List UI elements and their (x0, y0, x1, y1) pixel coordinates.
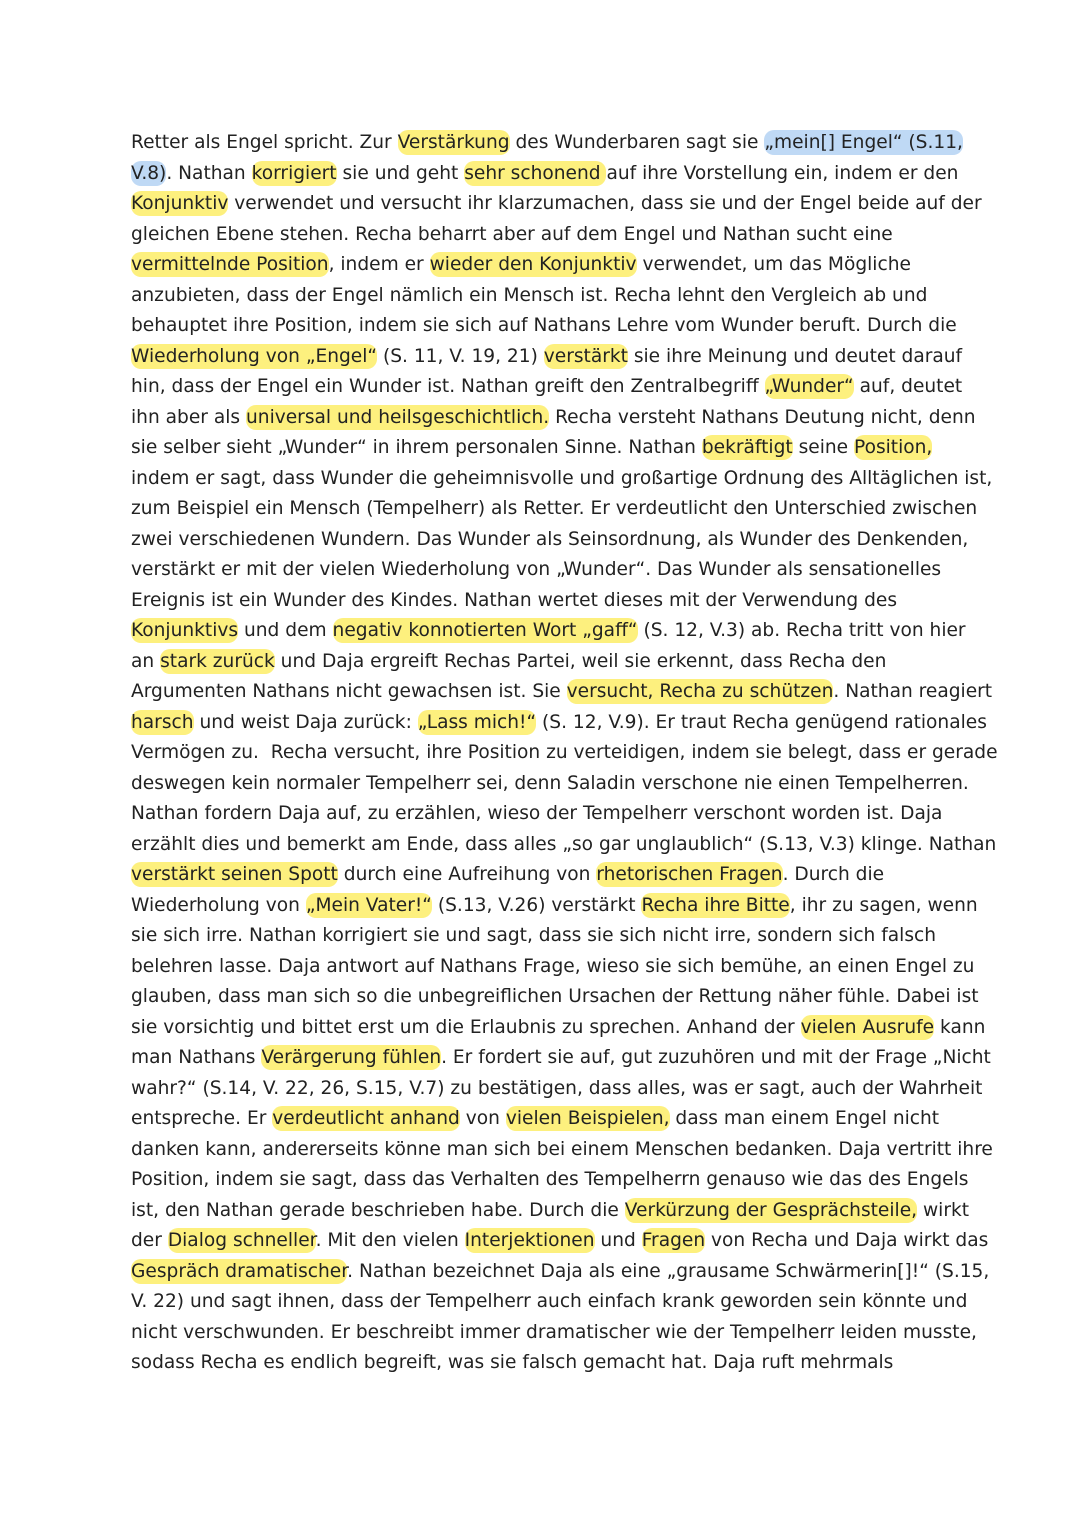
highlighted-phrase: sehr schonend (464, 162, 607, 184)
highlighted-phrase: Fragen (641, 1230, 706, 1251)
text-line (131, 1104, 971, 1135)
text-line (131, 281, 971, 312)
text-line (131, 586, 971, 617)
highlighted-phrase: stark zurück (160, 650, 275, 672)
text-segment: sie selber sieht „Wunder“ in ihrem personalen Sinne. Nathan (131, 437, 702, 458)
highlighted-phrase: Dialog schneller (167, 1230, 316, 1251)
highlighted-phrase: versucht, Recha zu schützen (566, 681, 834, 702)
text-segment: , indem er (328, 254, 430, 275)
text-line (131, 403, 976, 434)
highlighted-phrase: bekräftigt (701, 437, 793, 458)
text-segment: der (131, 1230, 168, 1251)
text-line (131, 1348, 971, 1379)
text-segment: erzählt dies und bemerkt am Ende, dass alles „so gar unglaublich“ (S.13, V.3) klinge. Nathan (131, 833, 997, 855)
text-line (131, 555, 971, 586)
highlighted-phrase: Gespräch dramatischer (131, 1260, 348, 1282)
text-segment: verwendet, um das Mögliche (636, 254, 911, 275)
text-line (131, 1318, 977, 1349)
highlighted-phrase: verstärkt seinen Spott (131, 864, 338, 885)
text-segment: danken kann, andererseits könne man sich bei einem Menschen bedanken. Daja vertritt ihre (131, 1138, 993, 1160)
essay-text (131, 128, 998, 1379)
text-segment: und weist Daja zurück: (193, 711, 418, 733)
highlighted-phrase: „Wunder“ (764, 376, 854, 397)
text-line (131, 1135, 993, 1166)
text-line (131, 708, 987, 739)
text-segment: und Daja ergreift Rechas Partei, weil sie erkennt, dass Recha den (274, 650, 887, 672)
text-segment: . Durch die (782, 864, 885, 885)
text-line (131, 159, 971, 190)
text-segment: von (459, 1108, 506, 1129)
text-segment: des Wunderbaren sagt sie (509, 132, 765, 153)
text-line (131, 1074, 983, 1105)
text-line (131, 494, 978, 525)
text-segment: belehren lasse. Daja antwort auf Nathans Frage, wieso sie sich bemühe, an einen Engel zu (131, 955, 975, 977)
text-line (131, 769, 971, 800)
text-segment: behauptet ihre Position, indem sie sich auf Nathans Lehre vom Wunder beruft. Durch die (131, 315, 957, 336)
highlighted-phrase: korrigiert (251, 162, 337, 184)
text-segment: Ereignis ist ein Wunder des Kindes. Nathan wertet dieses mit der Verwendung des (131, 589, 898, 611)
text-line (131, 1043, 991, 1074)
highlighted-phrase: Wiederholung von „Engel“ (131, 345, 378, 367)
text-segment: sie ihre Meinung und deutet darauf (627, 345, 963, 367)
text-segment: . Nathan (166, 162, 252, 184)
text-line (131, 1257, 990, 1288)
text-line (131, 1165, 971, 1196)
text-segment: durch eine Aufreihung von (337, 864, 597, 885)
text-segment: Retter als Engel spricht. Zur (131, 132, 398, 153)
text-line (131, 1013, 986, 1044)
highlighted-phrase: harsch (131, 711, 194, 733)
highlighted-phrase: Verärgerung fühlen (261, 1047, 442, 1068)
text-segment: (S. 12, V.9). Er traut Recha genügend rationales (536, 711, 987, 733)
text-line (131, 860, 971, 891)
text-segment: deswegen kein normaler Tempelherr sei, denn Saladin verschone nie einen Tempelherren. (131, 772, 969, 794)
text-line (131, 891, 978, 922)
text-segment: ihn aber als (131, 406, 246, 428)
highlighted-phrase: Verkürzung der Gesprächsteile, (624, 1199, 918, 1221)
highlighted-phrase: vermittelnde Position (131, 254, 329, 275)
highlighted-phrase: Position, (854, 437, 933, 458)
text-segment: zwei verschiedenen Wundern. Das Wunder als Seinsordnung, als Wunder des Denkenden, (131, 528, 969, 550)
text-segment: nicht verschwunden. Er beschreibt immer dramatischer wie der Tempelherr leiden musste, (131, 1321, 977, 1343)
text-line (131, 1226, 989, 1257)
text-segment: Nathan fordern Daja auf, zu erzählen, wieso der Tempelherr verschont worden ist. Daja (131, 803, 943, 824)
text-line (131, 311, 971, 342)
text-line (131, 1287, 971, 1318)
text-segment: anzubieten, dass der Engel nämlich ein Mensch ist. Recha lehnt den Vergleich ab und (131, 284, 928, 306)
highlighted-phrase: Recha ihre Bitte (641, 894, 790, 916)
text-segment: glauben, dass man sich so die unbegreiflichen Ursachen der Rettung näher fühle. Dabei ist (131, 986, 979, 1007)
text-segment: auf, deutet (853, 376, 963, 397)
text-line (131, 952, 975, 983)
text-segment: , ihr zu sagen, wenn (789, 894, 978, 916)
highlighted-phrase: „Mein Vater!“ (305, 894, 432, 916)
text-segment: zum Beispiel ein Mensch (Tempelherr) als Retter. Er verdeutlicht den Unterschied zwischen (131, 498, 978, 519)
text-segment: Wiederholung von (131, 894, 306, 916)
text-line (131, 464, 993, 495)
text-segment: . Nathan bezeichnet Daja als eine „grausame Schwärmerin[]!“ (S.15, (347, 1260, 990, 1282)
text-segment: und dem (238, 620, 333, 641)
text-segment: ist, den Nathan gerade beschrieben habe. Durch die (131, 1199, 625, 1221)
text-segment: sie und geht (336, 162, 465, 184)
text-line (131, 342, 971, 373)
highlighted-phrase: universal und heilsgeschichtlich. (246, 406, 550, 428)
text-segment: wirkt (917, 1199, 970, 1221)
highlighted-phrase: verstärkt (543, 345, 628, 367)
quote-highlight: V.8) (131, 162, 167, 184)
text-segment: entspreche. Er (131, 1108, 273, 1129)
text-line (131, 433, 971, 464)
text-segment: dass man einem Engel nicht (669, 1108, 940, 1129)
text-segment: wahr?“ (S.14, V. 22, 26, S.15, V.7) zu bestätigen, dass alles, was er sagt, auch der Wahrheit (131, 1077, 983, 1099)
text-segment: Vermögen zu. Recha versucht, ihre Position zu verteidigen, indem sie belegt, dass er gerade (131, 742, 998, 763)
highlighted-phrase: Konjunktivs (131, 620, 239, 641)
text-segment: sie vorsichtig und bittet erst um die Erlaubnis zu sprechen. Anhand der (131, 1016, 801, 1038)
highlighted-phrase: Interjektionen (464, 1230, 595, 1251)
text-segment: . Mit den vielen (315, 1230, 465, 1251)
text-segment: und (594, 1230, 642, 1251)
text-line (131, 525, 971, 556)
text-line (131, 220, 971, 251)
text-line (131, 616, 971, 647)
text-segment: verwendet und versucht ihr klarzumachen, dass sie und der Engel beide auf der (228, 193, 982, 214)
text-line (131, 799, 971, 830)
text-line (131, 677, 993, 708)
text-segment: Recha versteht Nathans Deutung nicht, denn (549, 406, 976, 428)
text-segment: auf ihre Vorstellung ein, indem er den (606, 162, 959, 184)
text-segment: an (131, 650, 161, 672)
text-segment: sodass Recha es endlich begreift, was sie falsch gemacht hat. Daja ruft mehrmals (131, 1352, 894, 1373)
text-line (131, 250, 971, 281)
text-segment: V. 22) und sagt ihnen, dass der Tempelherr auch einfach krank geworden sein könnte und (131, 1291, 968, 1312)
highlighted-phrase: „Lass mich!“ (417, 711, 537, 733)
text-segment: . Nathan reagiert (833, 681, 993, 702)
text-segment: sie sich irre. Nathan korrigiert sie und sagt, dass sie sich nicht irre, sondern sich falsch (131, 925, 937, 946)
text-segment: verstärkt er mit der vielen Wiederholung von „Wunder“. Das Wunder als sensationelles (131, 559, 942, 580)
text-segment: . Er fordert sie auf, gut zuzuhören und mit der Frage „Nicht (441, 1047, 991, 1068)
highlighted-phrase: Verstärkung (397, 132, 510, 153)
text-segment: (S. 12, V.3) ab. Recha tritt von hier (637, 620, 966, 641)
text-line (131, 372, 971, 403)
text-segment: hin, dass der Engel ein Wunder ist. Nathan greift den Zentralbegriff (131, 376, 765, 397)
text-line (131, 982, 979, 1013)
text-segment: (S.13, V.26) verstärkt (431, 894, 642, 916)
quote-highlight: „mein[] Engel“ (S.11, (764, 132, 963, 153)
text-line (131, 128, 971, 159)
text-line (131, 1196, 971, 1227)
highlighted-phrase: negativ konnotierten Wort „gaff“ (332, 620, 638, 641)
text-line (131, 647, 971, 678)
text-line (131, 738, 998, 769)
highlighted-phrase: vielen Beispielen, (505, 1108, 670, 1129)
text-segment: kann (934, 1016, 986, 1038)
text-segment: man Nathans (131, 1047, 262, 1068)
text-segment: Position, indem sie sagt, dass das Verhalten des Tempelherrn genauso wie das des Engels (131, 1169, 969, 1190)
text-segment: Argumenten Nathans nicht gewachsen ist. Sie (131, 681, 567, 702)
text-line (131, 830, 997, 861)
highlighted-phrase: wieder den Konjunktiv (429, 254, 637, 275)
text-segment: von Recha und Daja wirkt das (705, 1230, 989, 1251)
highlighted-phrase: verdeutlicht anhand (272, 1108, 460, 1129)
highlighted-phrase: vielen Ausrufe (800, 1016, 935, 1038)
text-segment: gleichen Ebene stehen. Recha beharrt aber auf dem Engel und Nathan sucht eine (131, 223, 893, 245)
text-segment: seine (792, 437, 855, 458)
text-line (131, 921, 971, 952)
text-segment: indem er sagt, dass Wunder die geheimnisvolle und großartige Ordnung des Alltäglichen ist, (131, 467, 993, 489)
highlighted-phrase: rhetorischen Fragen (596, 864, 783, 885)
text-line (131, 189, 982, 220)
highlighted-phrase: Konjunktiv (131, 193, 229, 214)
text-segment: (S. 11, V. 19, 21) (377, 345, 544, 367)
